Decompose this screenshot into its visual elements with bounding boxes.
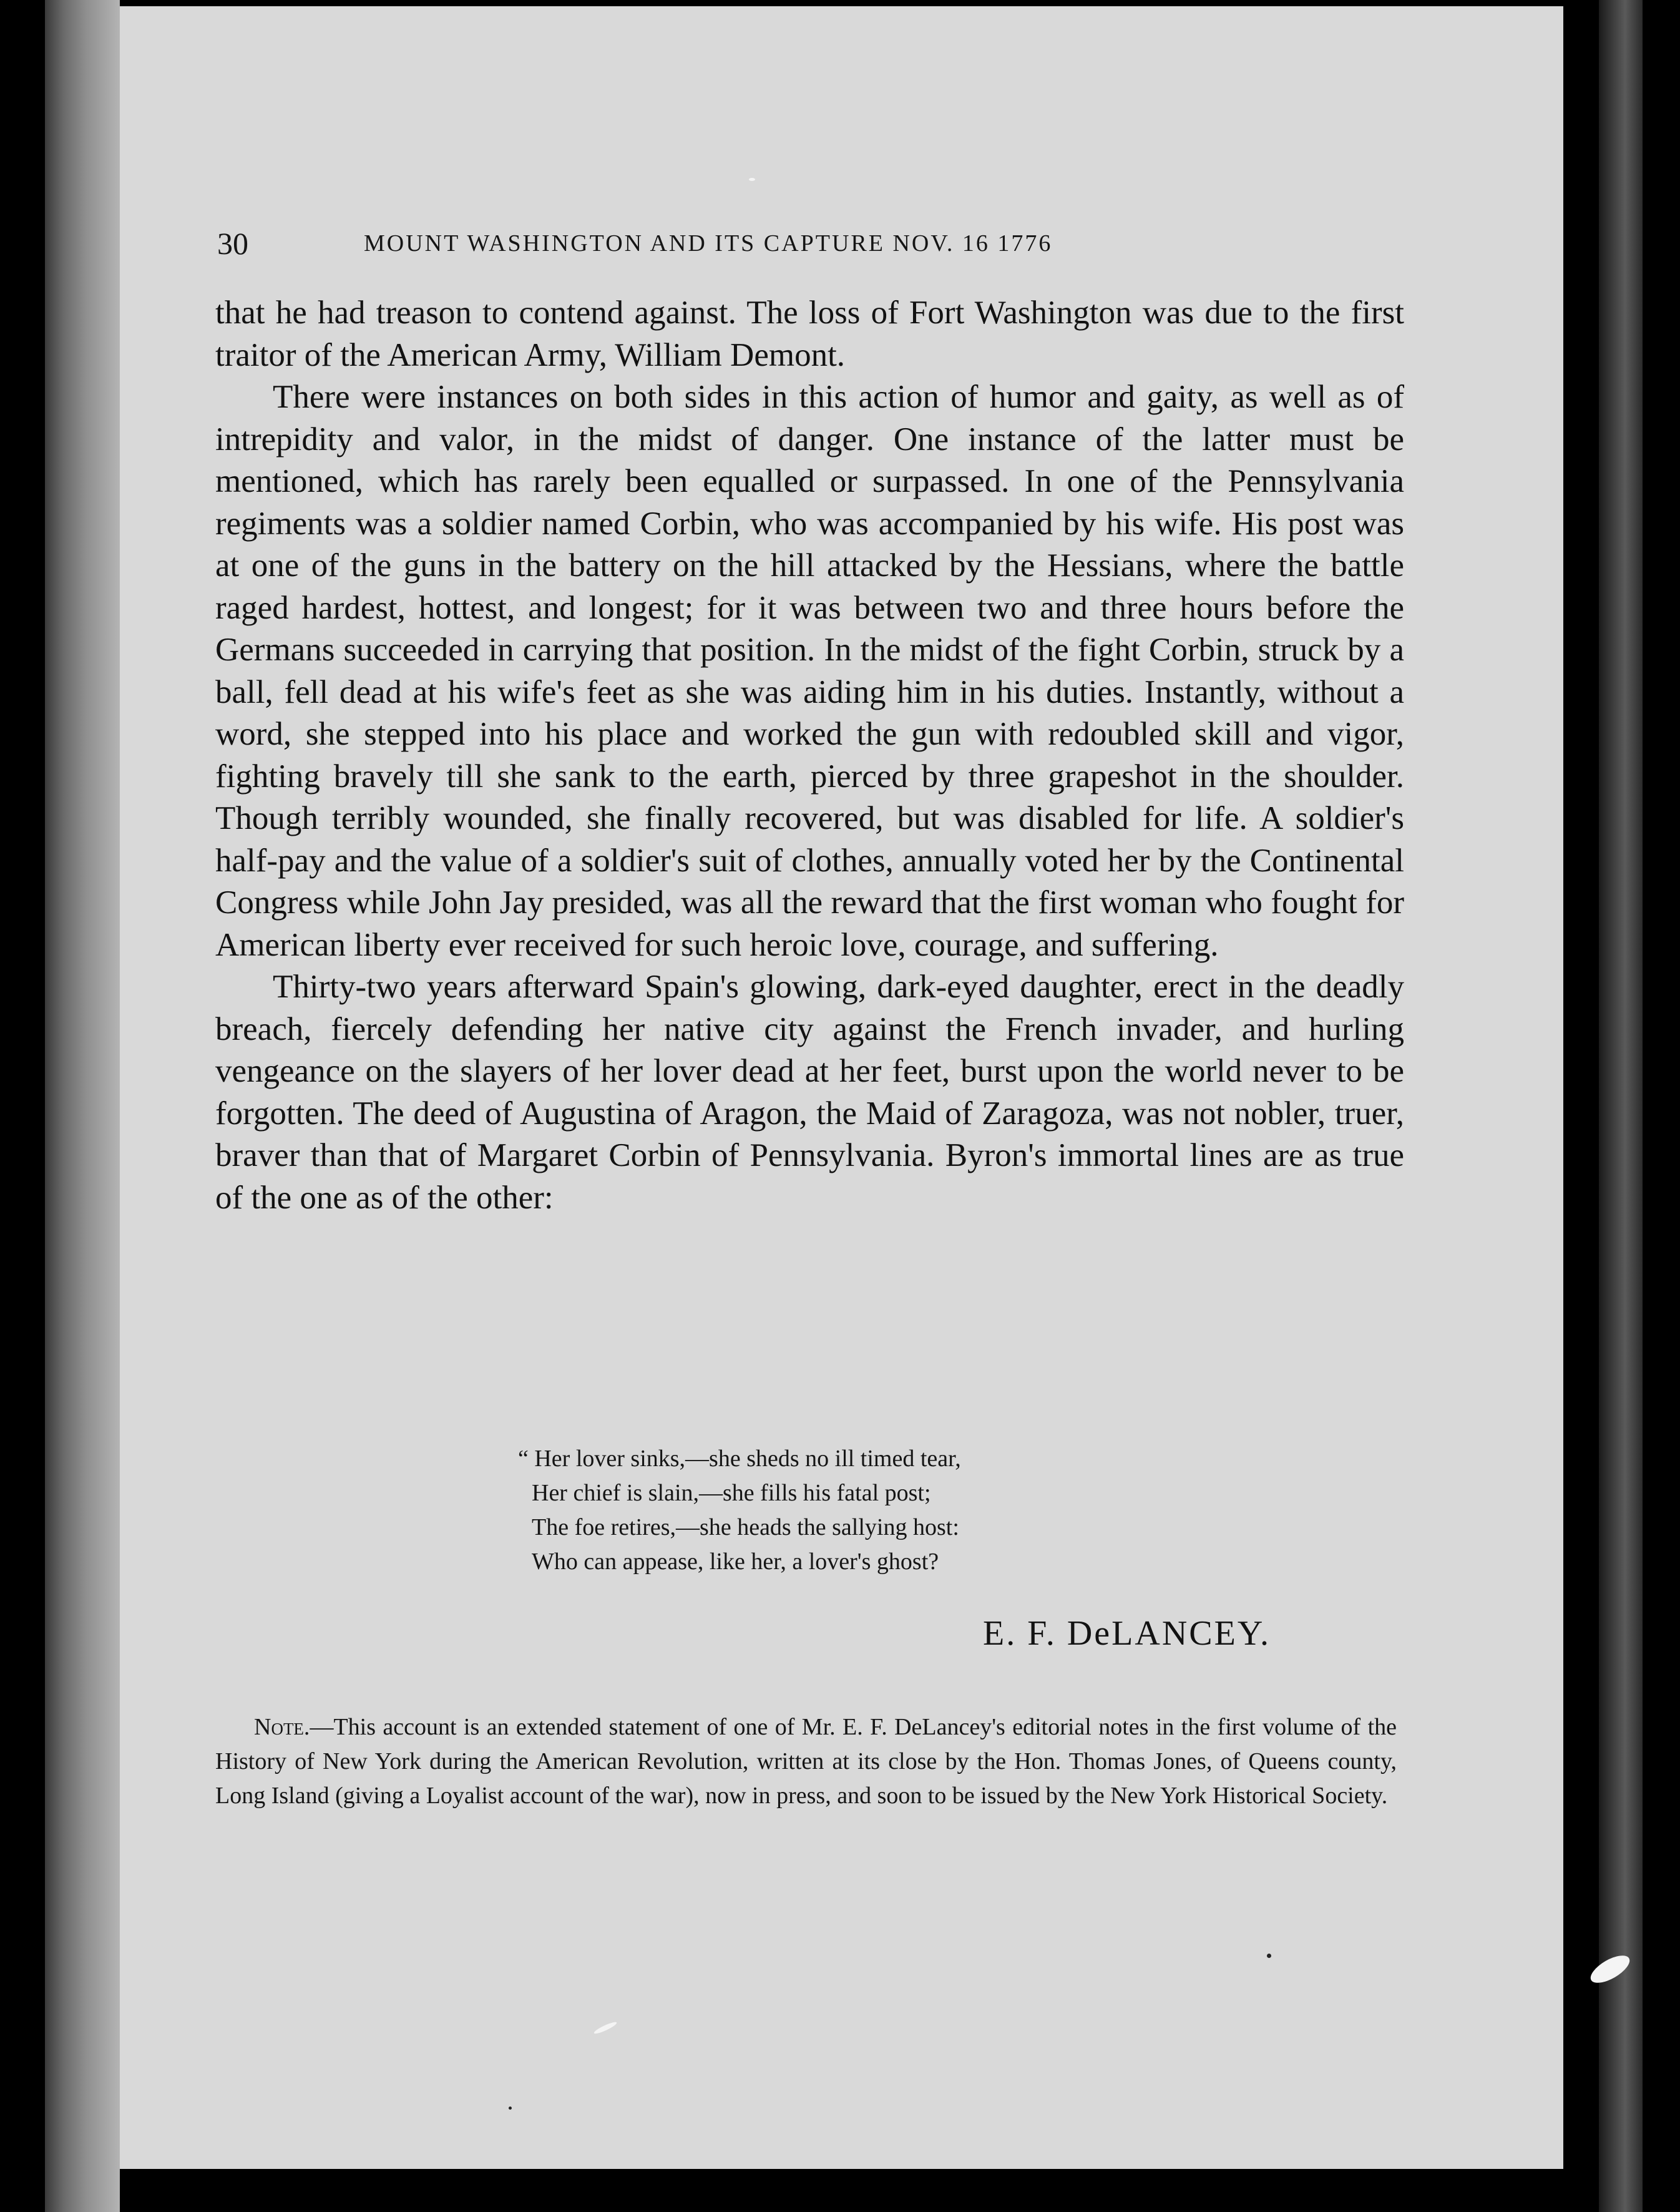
body-text bbox=[215, 292, 1404, 1219]
page-number: 30 bbox=[217, 226, 248, 261]
note-label: Note. bbox=[254, 1714, 310, 1740]
paragraph: that he had treason to contend against. The loss of Fort Washington was due to the first traitor of the American Army, William Demont. bbox=[215, 295, 1404, 373]
poem-line: The foe retires,—she heads the sallying host: bbox=[532, 1514, 959, 1540]
poem-line: Her chief is slain,—she fills his fatal post; bbox=[532, 1480, 931, 1506]
scan-dot bbox=[1267, 1954, 1271, 1958]
scan-dot bbox=[509, 2107, 512, 2110]
page-header bbox=[217, 222, 1253, 265]
running-head: MOUNT WASHINGTON AND ITS CAPTURE NOV. 16 1776 bbox=[364, 230, 1053, 257]
scan-speck bbox=[749, 178, 755, 181]
poem-line: Who can appease, like her, a lover's ghost? bbox=[532, 1549, 939, 1575]
poem-quotation bbox=[518, 1442, 1142, 1579]
book-edge-right bbox=[1599, 0, 1643, 2212]
footnote bbox=[215, 1710, 1397, 1813]
paragraph: There were instances on both sides in this action of humor and gaity, as well as of intrepidity and valor, in the midst of danger. One instance of the latter must be mentioned, which has rarely been equalled or surpassed. In one of the Pennsylvania regiments was a soldier named Corbin, who was accompanied by his wife. His post was at one of the guns in the battery on the hill attacked by the Hessians, where the battle raged hardest, hottest, and longest; for it was between two and three hours before the Germans succeeded in carrying that position. In the midst of the fight Corbin, struck by a ball, fell dead at his wife's feet as she was aiding him in his duties. Instantly, without a word, she stepped into his place and worked the gun with redoubled skill and vigor, fighting bravely till she sank to the earth, pierced by three grapeshot in the shoulder. Though terribly wounded, she finally recovered, but was disabled for life. A soldier's half-pay and the value of a soldier's suit of clothes, annually voted her by the Continental Congress while John Jay presided, was all the reward that the first woman who fought for American liberty ever received for such heroic love, courage, and suffering. bbox=[215, 379, 1404, 963]
page-edge-left bbox=[45, 0, 120, 2212]
note-text: —This account is an extended statement of one of Mr. E. F. DeLancey's editorial notes in the first volume of the History of New York during the American Revolution, written at its close by the Hon. Thomas Jones, of Queens county, Long Island (giving a Loyalist account of the war), now in press, and soon to be issued by the New York Historical Society. bbox=[215, 1714, 1397, 1809]
paragraph: Thirty-two years afterward Spain's glowing, dark-eyed daughter, erect in the deadly breach, fiercely defending her native city against the French invader, and hurling vengeance on the slayers of her lover dead at her feet, burst upon the world never to be forgotten. The deed of Augustina of Aragon, the Maid of Zaragoza, was not nobler, truer, braver than that of Margaret Corbin of Pennsylvania. Byron's immortal lines are as true of the one as of the other: bbox=[215, 969, 1404, 1216]
author-signature: E. F. DeLANCEY. bbox=[983, 1614, 1271, 1653]
poem-line: “ Her lover sinks,—she sheds no ill timed tear, bbox=[518, 1446, 961, 1472]
